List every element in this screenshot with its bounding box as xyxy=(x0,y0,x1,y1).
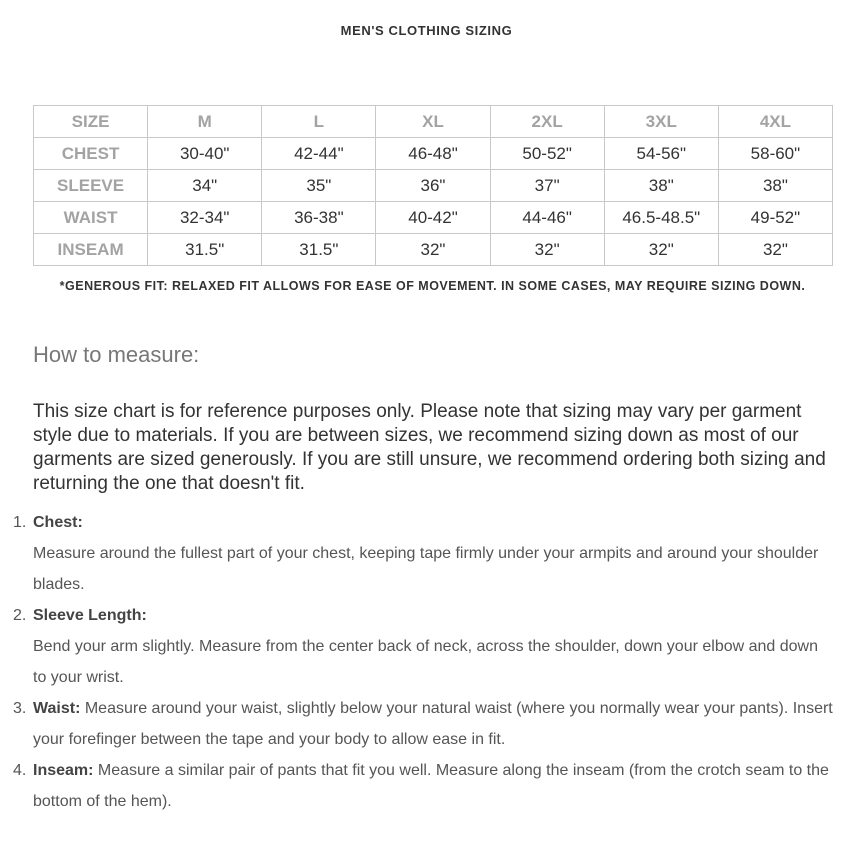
header-cell: 4XL xyxy=(718,106,832,138)
table-cell: 32-34" xyxy=(148,202,262,234)
intro-paragraph: This size chart is for reference purposes only. Please note that sizing may vary per garment style due to materials. If you are between sizes, we recommend sizing down as most of our garments are sized generously. If you are still unsure, we recommend ordering both sizing and returning the one that doesn't fit. xyxy=(33,401,826,494)
row-label: SLEEVE xyxy=(34,170,148,202)
header-cell: 3XL xyxy=(604,106,718,138)
table-row xyxy=(34,202,833,234)
table-cell: 30-40" xyxy=(148,138,262,170)
row-label: WAIST xyxy=(34,202,148,234)
measure-steps-list xyxy=(13,507,833,817)
step-number: 3. xyxy=(13,700,27,717)
row-label: INSEAM xyxy=(34,234,148,266)
table-row xyxy=(34,234,833,266)
table-cell: 38" xyxy=(604,170,718,202)
step-number: 1. xyxy=(13,514,27,531)
table-row xyxy=(34,138,833,170)
table-cell: 32" xyxy=(604,234,718,266)
table-cell: 46-48" xyxy=(376,138,490,170)
header-cell: M xyxy=(148,106,262,138)
table-cell: 54-56" xyxy=(604,138,718,170)
step-term: Chest: xyxy=(33,514,83,531)
header-cell: 2XL xyxy=(490,106,604,138)
table-cell: 37" xyxy=(490,170,604,202)
table-cell: 32" xyxy=(718,234,832,266)
list-item xyxy=(13,600,833,693)
header-cell: SIZE xyxy=(34,106,148,138)
table-cell: 42-44" xyxy=(262,138,376,170)
table-cell: 36" xyxy=(376,170,490,202)
table-cell: 50-52" xyxy=(490,138,604,170)
list-item xyxy=(13,507,833,600)
table-cell: 31.5" xyxy=(148,234,262,266)
how-to-measure-heading: How to measure: xyxy=(33,342,200,367)
step-text: Bend your arm slightly. Measure from the center back of neck, across the shoulder, down your elbow and down to your wrist. xyxy=(33,638,818,686)
table-cell: 32" xyxy=(490,234,604,266)
table-header-row xyxy=(34,106,833,138)
table-cell: 38" xyxy=(718,170,832,202)
table-cell: 31.5" xyxy=(262,234,376,266)
table-cell: 49-52" xyxy=(718,202,832,234)
step-term: Inseam: xyxy=(33,762,94,779)
table-cell: 40-42" xyxy=(376,202,490,234)
table-cell: 34" xyxy=(148,170,262,202)
list-item xyxy=(13,755,833,817)
table-cell: 35" xyxy=(262,170,376,202)
header-cell: L xyxy=(262,106,376,138)
table-cell: 44-46" xyxy=(490,202,604,234)
list-item xyxy=(13,693,833,755)
step-inline-text: Measure around your waist, slightly below your natural waist (where you normally wear your pants). Insert your forefinger between the tape and your body to allow ease in fit. xyxy=(33,700,833,748)
table-row xyxy=(34,170,833,202)
table-cell: 58-60" xyxy=(718,138,832,170)
fit-note: *GENEROUS FIT: RELAXED FIT ALLOWS FOR EASE OF MOVEMENT. IN SOME CASES, MAY REQUIRE SIZING DOWN. xyxy=(59,279,806,293)
table-cell: 32" xyxy=(376,234,490,266)
step-number: 4. xyxy=(13,762,27,779)
step-inline-text: Measure a similar pair of pants that fit you well. Measure along the inseam (from the crotch seam to the bottom of the hem). xyxy=(33,762,829,810)
step-term: Waist: xyxy=(33,700,81,717)
size-chart-table xyxy=(33,105,833,266)
table-cell: 36-38" xyxy=(262,202,376,234)
table-cell: 46.5-48.5" xyxy=(604,202,718,234)
row-label: CHEST xyxy=(34,138,148,170)
header-cell: XL xyxy=(376,106,490,138)
step-number: 2. xyxy=(13,607,27,624)
step-term: Sleeve Length: xyxy=(33,607,147,624)
step-text: Measure around the fullest part of your chest, keeping tape firmly under your armpits and around your shoulder blades. xyxy=(33,545,819,593)
page-title: MEN'S CLOTHING SIZING xyxy=(340,23,513,38)
